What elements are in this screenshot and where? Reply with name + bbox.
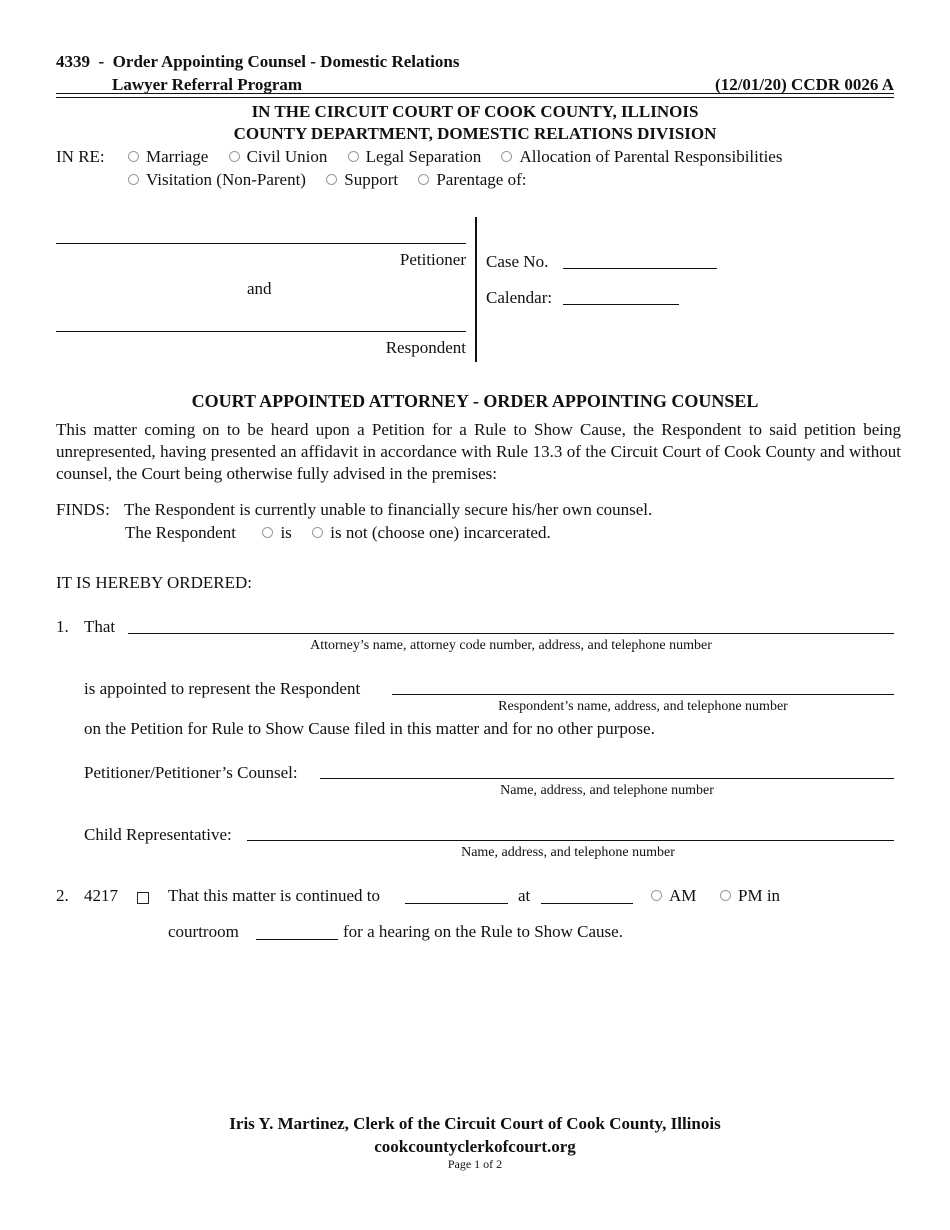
petition-text: on the Petition for Rule to Show Cause filed in this matter and for no other purpose.	[84, 719, 655, 738]
court-heading-line1: IN THE CIRCUIT COURT OF COOK COUNTY, ILLINOIS	[251, 102, 699, 121]
court-heading-line2: COUNTY DEPARTMENT, DOMESTIC RELATIONS DIVISION	[233, 124, 717, 143]
petitioner-name-line[interactable]	[56, 243, 466, 244]
option-parentage[interactable]: Parentage of:	[418, 170, 526, 190]
pm-radio[interactable]	[720, 890, 731, 901]
case-no-field[interactable]	[563, 268, 717, 269]
footer-clerk: Iris Y. Martinez, Clerk of the Circuit Court of Cook County, Illinois	[229, 1114, 721, 1133]
calendar-field[interactable]	[563, 304, 679, 305]
petitioner-counsel-label: Petitioner/Petitioner’s Counsel:	[84, 763, 298, 782]
ordered-heading: IT IS HEREBY ORDERED:	[56, 573, 252, 592]
option-is-label: is	[280, 523, 292, 542]
respondent-info-field[interactable]	[392, 694, 894, 695]
option-legal-separation[interactable]: Legal Separation	[348, 147, 482, 167]
form-code: (12/01/20) CCDR 0026 A	[715, 75, 894, 94]
page-number: Page 1 of 2	[447, 1157, 503, 1171]
item2-code: 4217	[84, 886, 118, 905]
section-title: COURT APPOINTED ATTORNEY - ORDER APPOINTING COUNSEL	[191, 391, 759, 411]
footer-website[interactable]: cookcountyclerkofcourt.org	[374, 1137, 576, 1156]
continued-date-field[interactable]	[405, 903, 508, 904]
respondent-label: Respondent	[385, 338, 466, 357]
option-civil-union[interactable]: Civil Union	[229, 147, 328, 167]
finds-line2	[125, 523, 551, 543]
petitioner-counsel-field[interactable]	[320, 778, 894, 779]
allocation-radio[interactable]	[501, 151, 512, 162]
respondent-name-line[interactable]	[56, 331, 466, 332]
calendar-label: Calendar:	[486, 288, 553, 307]
form-number-title: 4339 - Order Appointing Counsel - Domestic Relations	[56, 52, 460, 71]
visitation-radio[interactable]	[128, 174, 139, 185]
legal-separation-radio[interactable]	[348, 151, 359, 162]
incarcerated-is-radio[interactable]	[262, 527, 273, 538]
marriage-radio[interactable]	[128, 151, 139, 162]
civil-union-radio[interactable]	[229, 151, 240, 162]
in-re-row2	[128, 170, 542, 190]
support-radio[interactable]	[326, 174, 337, 185]
finds-line1: The Respondent is currently unable to financially secure his/her own counsel.	[124, 500, 653, 519]
continued-checkbox[interactable]	[137, 892, 149, 904]
pm-option[interactable]	[720, 886, 780, 906]
pm-label: PM in	[738, 886, 781, 905]
am-radio[interactable]	[651, 890, 662, 901]
item1-number: 1.	[56, 617, 69, 636]
intro-paragraph: This matter coming on to be heard upon a Petition for a Rule to Show Cause, the Respondent to said petition being unrepresented, having presented an affidavit in accordance with Rule 13.3 of the Circuit Court of Cook County and without counsel, the Court being otherwise fully advised in the premises:	[56, 420, 901, 483]
finds-respondent-prefix: The Respondent	[125, 523, 236, 542]
appointed-label: is appointed to represent the Respondent	[84, 679, 361, 698]
option-visitation[interactable]: Visitation (Non-Parent)	[128, 170, 306, 190]
program-name: Lawyer Referral Program	[112, 75, 303, 94]
attorney-caption: Attorney’s name, attorney code number, address, and telephone number	[310, 638, 712, 653]
incarcerated-is-not-radio[interactable]	[312, 527, 323, 538]
header-rule-top	[56, 93, 894, 94]
header-rule-bottom	[56, 97, 894, 98]
at-label: at	[518, 886, 531, 905]
item2-number: 2.	[56, 886, 69, 905]
form-title: Order Appointing Counsel - Domestic Relations	[112, 52, 460, 71]
hearing-text: for a hearing on the Rule to Show Cause.	[343, 922, 623, 941]
caption-divider	[475, 217, 477, 362]
continued-text: That this matter is continued to	[168, 886, 380, 905]
petitioner-label: Petitioner	[399, 250, 466, 269]
item1-that: That	[84, 617, 116, 636]
option-allocation[interactable]: Allocation of Parental Responsibilities	[501, 147, 782, 167]
case-no-label: Case No.	[486, 252, 549, 271]
courtroom-label: courtroom	[168, 922, 239, 941]
option-marriage[interactable]: Marriage	[128, 147, 208, 167]
and-label: and	[247, 279, 272, 298]
attorney-field[interactable]	[128, 633, 894, 634]
in-re-label: IN RE:	[56, 147, 105, 166]
form-number: 4339	[56, 52, 90, 71]
respondent-caption: Respondent’s name, address, and telephone number	[498, 699, 788, 714]
option-is-not-label: is not (choose one) incarcerated.	[330, 523, 551, 542]
child-rep-label: Child Representative:	[84, 825, 232, 844]
petitioner-caption: Name, address, and telephone number	[500, 783, 714, 798]
finds-label: FINDS:	[56, 500, 110, 519]
in-re-row1	[128, 147, 782, 167]
parentage-radio[interactable]	[418, 174, 429, 185]
option-support[interactable]: Support	[326, 170, 398, 190]
continued-time-field[interactable]	[541, 903, 633, 904]
child-caption: Name, address, and telephone number	[461, 845, 675, 860]
courtroom-field[interactable]	[256, 939, 338, 940]
am-label: AM	[669, 886, 697, 905]
am-option[interactable]	[651, 886, 696, 906]
child-rep-field[interactable]	[247, 840, 894, 841]
